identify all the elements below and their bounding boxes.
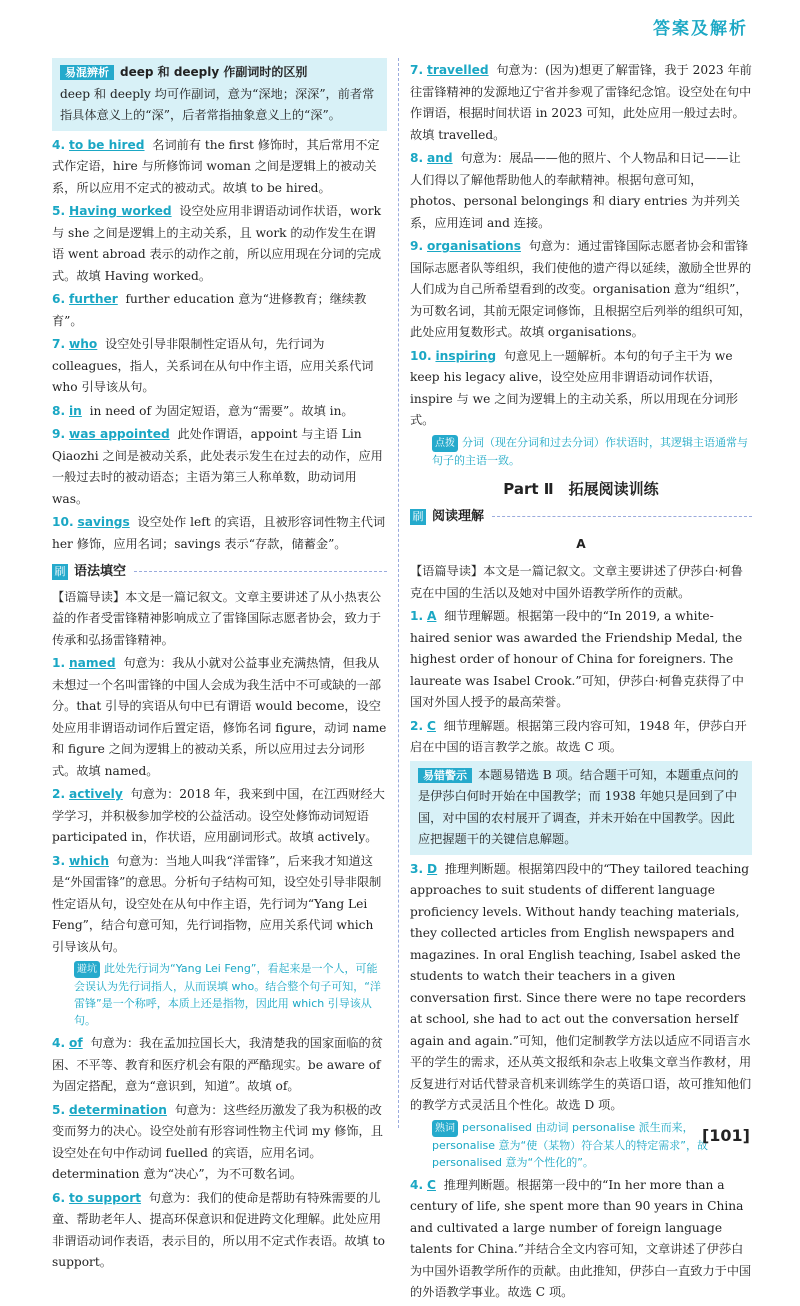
- item-explanation: 推理判断题。根据第一段中的“In her more than a century of life, she spent more than 90 years in China and cultivated a large number of foreign language talents for China.”并结合全文内容可知，文章讲述了伊莎白为中国外语教学所作的贡献。由此推知，伊莎白一直致力于中国的外语教学事业。故选 C 项。: [410, 1177, 752, 1299]
- item-answer: A: [427, 609, 437, 623]
- right-column: [410, 58, 752, 1306]
- item-answer: who: [69, 337, 98, 351]
- section-header: [52, 561, 387, 583]
- answer-item: [52, 135, 387, 200]
- item-number: 10.: [410, 348, 432, 363]
- item-number: 10.: [52, 515, 74, 529]
- answer-item: [52, 334, 387, 399]
- item-answer: to support: [69, 1190, 142, 1205]
- item-answer: named: [69, 656, 116, 670]
- tip-icon: 熟词: [432, 1120, 458, 1137]
- section-header: [410, 506, 752, 528]
- answer-list: [410, 606, 752, 759]
- note-tag: 易混辨析: [60, 65, 114, 80]
- tip-text: personalised 由动词 personalise 派生而来，personalise 意为“使（某物）符合某人的特定需求”，故 personalised 意为“个性化的”。: [432, 1120, 708, 1169]
- answer-item: [410, 716, 752, 759]
- passage-guide: 【语篇导读】本文是一篇记叙文。文章主要讲述了伊莎白·柯鲁克在中国的生活以及她对中国外语教学所作的贡献。: [410, 564, 743, 600]
- item-answer: savings: [77, 515, 130, 529]
- answer-item: [410, 346, 752, 432]
- item-explanation: 细节理解题。根据第一段中的“In 2019, a white-haired senior was awarded the Friendship Medal, the highest order of honour of China for foreigners. The laureate was Isabel Crook.”可知，伊莎白·柯鲁克获得了中国对外国人授予的最高荣誉。: [410, 609, 744, 709]
- item-answer: inspiring: [435, 348, 497, 363]
- section-rule: [134, 571, 387, 572]
- item-explanation: 句意为：我在孟加拉国长大，我清楚我的国家面临的贫困、不平等、教育和医疗机会有限的严酷现实。be aware of 为固定搭配，意为“意识到，知道”。故填 of。: [52, 1036, 383, 1093]
- answer-item: [52, 512, 387, 555]
- column-divider: [398, 58, 399, 1128]
- item-explanation: 名词前有 the first 修饰时，其后常用不定式作定语，hire 与所修饰词 woman 之间是逻辑上的被动关系，所以应用不定式的被动式。故填 to be hired。: [52, 137, 380, 195]
- item-explanation: 句意为：当地人叫我“洋雷锋”，后来我才知道这是“外国雷锋”的意思。分析句子结构可知，设空处引导非限制性定语从句，设空处在从句中作主语，先行词为“Yang Lei Feng”，结合句意可知，先行词指物，应用关系代词 which 引导该从句。: [52, 853, 382, 954]
- item-number: 3.: [52, 853, 66, 868]
- header-title: 答案及解析: [653, 19, 748, 39]
- section-icon: 刷: [52, 564, 68, 580]
- tip-icon: 避坑: [74, 961, 100, 978]
- item-explanation: 此处作谓语，appoint 与主语 Lin Qiaozhi 之间是被动关系，此处表示发生在过去的动作，应用一般过去时的被动语态；主语为第三人称单数，助动词用 was。: [52, 427, 383, 506]
- item-number: 5.: [52, 204, 66, 218]
- note-tag: 易错警示: [418, 768, 472, 783]
- answer-list: [52, 1033, 387, 1274]
- item-explanation: 句意为：展品——他的照片、个人物品和日记——让人们得以了解他帮助他人的奉献精神。根据句意可知，photos、personal belongings 和 diary entries 为并列关系，应用连词 and 连接。: [410, 151, 741, 230]
- item-answer: of: [69, 1036, 83, 1050]
- answer-item: [52, 653, 387, 782]
- section-title: 语法填空: [74, 564, 127, 579]
- item-number: 6.: [52, 292, 66, 306]
- answer-item: [410, 236, 752, 344]
- tip-icon: 点拨: [432, 435, 458, 452]
- tip-note: [74, 960, 387, 1029]
- note-title: deep 和 deeply 作副词时的区别: [120, 65, 308, 79]
- item-number: 7.: [410, 63, 424, 77]
- item-answer: and: [427, 151, 453, 165]
- answer-list: [410, 1175, 752, 1304]
- answer-item: [52, 851, 387, 959]
- answer-item: [410, 606, 752, 714]
- answer-list: [410, 859, 752, 1117]
- answer-item: [410, 1175, 752, 1304]
- item-explanation: 句意为：(因为)想更了解雷锋，我于 2023 年前往雷锋精神的发源地辽宁省并参观了雷锋纪念馆。设空处在句中作谓语，根据时间状语 in 2023 可知，此处应用一般过去时。故填 travelled。: [410, 63, 752, 142]
- item-number: 6.: [52, 1190, 66, 1205]
- section-title: 阅读理解: [432, 509, 485, 524]
- passage-guide: 【语篇导读】本文是一篇记叙文。文章主要讲述了从小热衷公益的作者受雷锋精神影响成立了雷锋国际志愿者协会，致力于传承和弘扬雷锋精神。: [52, 589, 382, 647]
- item-answer: Having worked: [69, 204, 172, 218]
- item-explanation: 设空处作 left 的宾语，且被形容词性物主代词 her 修饰，应用名词；savings 表示“存款，储蓄金”。: [52, 515, 386, 551]
- item-answer: determination: [69, 1102, 167, 1117]
- answer-list: [52, 135, 387, 556]
- passage-label: A: [576, 536, 586, 551]
- item-explanation: 细节理解题。根据第三段内容可知，1948 年，伊莎白开启在中国的语言教学之旅。故选 C 项。: [410, 718, 747, 754]
- answer-item: [410, 148, 752, 234]
- note-body: 本题易错选 B 项。结合题干可知，本题重点问的是伊莎白何时开始在中国教学；而 1938 年她只是回到了中国，对中国的农村展开了调查，并未开始在中国教学。因此应把握题干的关键信息解题。: [418, 767, 739, 846]
- item-answer: to be hired: [69, 137, 145, 152]
- answer-item: [52, 784, 387, 849]
- answer-item: [52, 1033, 387, 1098]
- note-body: deep 和 deeply 均可作副词，意为“深地；深深”，前者常指具体意义上的“深”，后者常指抽象意义上的“深”。: [60, 86, 375, 122]
- item-answer: C: [427, 718, 436, 733]
- answer-item: [52, 289, 387, 332]
- answer-item: [52, 424, 387, 510]
- item-explanation: 句意为：2018 年，我来到中国，在江西财经大学学习，并积极参加学校的公益活动。设空处修饰动词短语 participated in，作状语，应用副词形式。故填 actively。: [52, 787, 385, 844]
- item-number: 5.: [52, 1102, 66, 1117]
- item-number: 9.: [410, 239, 424, 253]
- section-rule: [492, 516, 752, 517]
- answer-item: [52, 401, 387, 423]
- tip-text: 此处先行词为“Yang Lei Feng”，看起来是一个人，可能会误认为先行词指人，从而误填 who。结合整个句子可知，“洋雷锋”是一个称呼，本质上还是指物，因此用 which 引导该从句。: [74, 962, 381, 1027]
- item-answer: was appointed: [69, 427, 170, 441]
- item-answer: C: [427, 1177, 436, 1192]
- item-number: 3.: [410, 861, 424, 876]
- item-number: 1.: [410, 609, 424, 623]
- answer-item: [52, 1100, 387, 1186]
- answer-list: [410, 60, 752, 432]
- item-number: 4.: [52, 137, 66, 152]
- note-box: [410, 761, 752, 855]
- page-number: [101]: [701, 1126, 750, 1145]
- answer-item: [52, 1188, 387, 1274]
- section-icon: 刷: [410, 509, 426, 525]
- item-number: 9.: [52, 427, 66, 441]
- item-number: 1.: [52, 656, 66, 670]
- note-box: [52, 58, 387, 131]
- answer-item: [410, 859, 752, 1117]
- answer-item: [52, 201, 387, 287]
- item-answer: further: [69, 292, 118, 306]
- item-explanation: 句意见上一题解析。本句的句子主干为 we keep his legacy alive，设空处应用非谓语动词作状语，inspire 与 we 之间为逻辑上的主动关系，所以用现在分词形式。: [410, 348, 738, 427]
- left-column: [52, 58, 387, 1276]
- item-answer: organisations: [427, 239, 521, 253]
- item-answer: travelled: [427, 63, 489, 77]
- item-explanation: 句意为：通过雷锋国际志愿者协会和雷锋国际志愿者队等组织，我们使他的遗产得以延续，激励全世界的人们成为自己所希望看到的改变。organisation 意为“组织”，为可数名词，其前无限定词修饰，且根据空后列举的组织可知，此处应用复数形式。故填 organisations。: [410, 239, 752, 339]
- item-explanation: 句意为：这些经历激发了我为积极的改变而努力的决心。设空处前有形容词性物主代词 my 修饰，且设空处在句中作动词 fuelled 的宾语，应用名词。determination 意为“决心”，为不可数名词。: [52, 1102, 383, 1181]
- item-number: 8.: [52, 403, 66, 418]
- item-explanation: 设空处应用非谓语动词作状语，work 与 she 之间是逻辑上的主动关系，且 work 的动作发生在谓语 went abroad 表示的动作之前，所以应用现在分词的完成式。故填 Having worked。: [52, 204, 382, 283]
- item-number: 2.: [410, 718, 424, 733]
- item-number: 4.: [52, 1036, 66, 1050]
- item-explanation: 设空处引导非限制性定语从句，先行词为 colleagues，指人，关系词在从句中作主语，应用关系代词 who 引导该从句。: [52, 337, 374, 394]
- item-explanation: 句意为：我从小就对公益事业充满热情，但我从未想过一个名叫雷锋的中国人会成为我生活中不可或缺的一部分。that 引导的宾语从句中已有谓语 would become，设空处应用非谓语动词作后置定语，修饰名词 figure，动词 name 和 figure 之间为逻辑上的被动关系，所以应用过去分词形式。故填 named。: [52, 656, 387, 778]
- item-number: 7.: [52, 337, 66, 351]
- item-explanation: further education 意为“进修教育；继续教育”。: [52, 292, 367, 328]
- item-explanation: in need of 为固定短语，意为“需要”。故填 in。: [89, 403, 354, 418]
- tip-text: 分词（现在分词和过去分词）作状语时，其逻辑主语通常与句子的主语一致。: [432, 435, 748, 467]
- item-answer: which: [69, 853, 110, 868]
- answer-item: [410, 60, 752, 146]
- answer-list: [52, 653, 387, 958]
- item-answer: actively: [69, 787, 123, 801]
- item-explanation: 推理判断题。根据第四段中的“They tailored teaching approaches to suit students of different language proficiency levels. Without handy teaching materials, they collected articles from English newspapers and magazines. In oral English teaching, Isabel asked the students to watch their teachers in a given conversation first. Since there were no tape recorders at school, she had to act out the conversation herself again and again.”可知，他们定制教学方法以适应不同语言水平的学生的需求，还从英文报纸和杂志上收集文章当作教材，用反复进行对话代替录音机来训练学生的英语口语，故可推知他们的教学方式灵活且个性化。故选 D 项。: [410, 861, 752, 1112]
- tip-note: [432, 434, 752, 469]
- part-title: Part Ⅱ 拓展阅读训练: [503, 479, 659, 498]
- item-number: 8.: [410, 151, 424, 165]
- item-answer: D: [427, 861, 438, 876]
- item-explanation: 句意为：我们的使命是帮助有特殊需要的儿童、帮助老年人、提高环保意识和促进跨文化理解。此处应用非谓语动词作表语，表示目的，所以用不定式作表语。故填 to support。: [52, 1190, 385, 1269]
- item-answer: in: [69, 403, 82, 418]
- item-number: 4.: [410, 1177, 424, 1192]
- item-number: 2.: [52, 787, 66, 801]
